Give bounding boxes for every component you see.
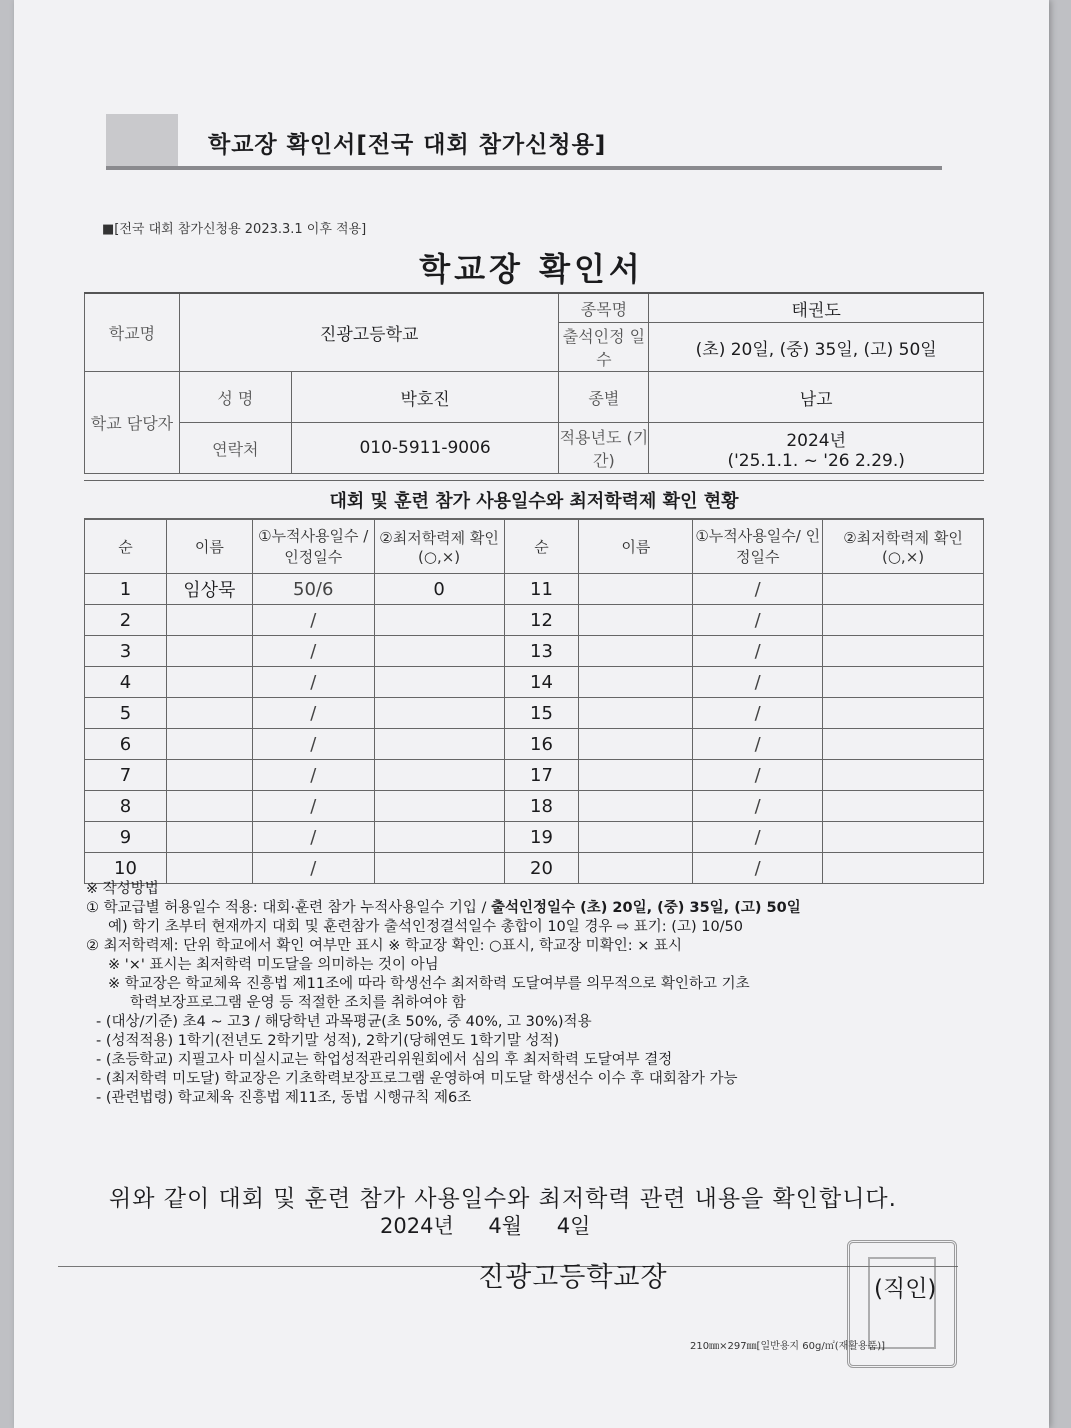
page-title: 학교장 확인서 — [419, 250, 644, 288]
cell-days: / — [252, 760, 374, 791]
cell-days: / — [252, 729, 374, 760]
header-grey-block — [106, 114, 178, 166]
cell-no: 5 — [85, 698, 167, 729]
school-name: 진광고등학교 — [179, 293, 559, 372]
cell-no: 10 — [85, 853, 167, 884]
cell-days: / — [252, 791, 374, 822]
cell-days: / — [252, 698, 374, 729]
detail-2: - (성적적용) 1학기(전년도 2학기말 성적), 2학기(당해연도 1학기말 성적) — [96, 1033, 560, 1049]
cell-name: 임상묵 — [166, 574, 252, 605]
cell-days: / — [693, 729, 823, 760]
status-heading: 대회 및 훈련 참가 사용일수와 최저학력제 확인 현황 — [84, 481, 984, 520]
cell-check — [374, 605, 504, 636]
cell-no: 11 — [504, 574, 579, 605]
cell-check — [823, 605, 984, 636]
cell-no: 15 — [504, 698, 579, 729]
cell-days: / — [252, 667, 374, 698]
cell-days: / — [693, 791, 823, 822]
detail-5: - (관련법령) 학교체육 진흥법 제11조, 동법 시행규칙 제6조 — [96, 1090, 472, 1106]
cell-name — [579, 760, 693, 791]
detail-3: - (초등학교) 지필고사 미실시교는 학업성적관리위원회에서 심의 후 최저학력 도달여부 결정 — [96, 1052, 673, 1068]
cell-check — [823, 791, 984, 822]
cell-name — [166, 853, 252, 884]
instruction-1 — [86, 899, 986, 918]
applies-note: ■[전국 대회 참가신청용 2023.3.1 이후 적용] — [102, 222, 367, 237]
cell-no: 2 — [85, 605, 167, 636]
cell-no: 8 — [85, 791, 167, 822]
cell-check — [823, 760, 984, 791]
cell-no: 7 — [85, 760, 167, 791]
seal-mark: (직인) — [874, 1276, 937, 1302]
cell-name — [579, 853, 693, 884]
instruction-1-bold: 출석인정일수 (초) 20일, (중) 35일, (고) 50일 — [491, 900, 801, 916]
manager-label: 학교 담당자 — [85, 372, 180, 474]
cell-days: 50/6 — [252, 574, 374, 605]
cell-name — [166, 698, 252, 729]
cell-days: / — [693, 667, 823, 698]
cell-check — [374, 760, 504, 791]
cell-no: 13 — [504, 636, 579, 667]
cell-name — [579, 636, 693, 667]
cell-check — [374, 822, 504, 853]
cell-check — [823, 698, 984, 729]
confirmation-statement: 위와 같이 대회 및 훈련 참가 사용일수와 최저학력 관련 내용을 확인합니다. — [109, 1186, 897, 1212]
division-value: 남고 — [649, 372, 984, 423]
cell-name — [579, 574, 693, 605]
cell-no: 3 — [85, 636, 167, 667]
manager-name: 박호진 — [291, 372, 559, 423]
cell-days: / — [693, 698, 823, 729]
cell-no: 6 — [85, 729, 167, 760]
cell-no: 16 — [504, 729, 579, 760]
cell-name — [579, 698, 693, 729]
cell-days: / — [693, 853, 823, 884]
school-name-label: 학교명 — [85, 293, 180, 372]
col-header-days-right: ①누적사용일수/ 인정일수 — [693, 519, 823, 574]
cell-name — [579, 667, 693, 698]
col-header-name: 이름 — [166, 519, 252, 574]
paper-spec: 210㎜×297㎜[일반용지 60g/㎡(재활용품)] — [690, 1341, 886, 1352]
cell-no: 17 — [504, 760, 579, 791]
cell-days: / — [693, 760, 823, 791]
contact-label: 연락처 — [179, 423, 291, 474]
sport-value: 태권도 — [649, 293, 984, 323]
cell-days: / — [693, 605, 823, 636]
instruction-3: ※ '×' 표시는 최저학력 미도달을 의미하는 것이 아님 — [108, 957, 439, 973]
cell-days: / — [693, 574, 823, 605]
contact-value: 010-5911-9006 — [291, 423, 559, 474]
cell-check — [374, 853, 504, 884]
cell-check — [823, 853, 984, 884]
table-row — [85, 760, 984, 791]
cell-no: 20 — [504, 853, 579, 884]
instruction-2: ② 최저학력제: 단위 학교에서 확인 여부만 표시 ※ 학교장 확인: ○표시, 학교장 미확인: × 표시 — [86, 938, 682, 954]
cell-days: / — [252, 636, 374, 667]
instructions — [86, 880, 986, 1108]
cell-name — [579, 791, 693, 822]
usage-table — [84, 518, 984, 884]
table-row — [85, 853, 984, 884]
header-band — [106, 118, 942, 170]
col-header-check-right: ②최저학력제 확인(○,×) — [823, 519, 984, 574]
issue-year: 2024년 — [380, 1214, 454, 1238]
table-row — [85, 698, 984, 729]
document-page — [14, 0, 1049, 1428]
table-row — [85, 791, 984, 822]
cell-no: 9 — [85, 822, 167, 853]
table-row — [85, 667, 984, 698]
cell-days: / — [252, 605, 374, 636]
cell-no: 19 — [504, 822, 579, 853]
col-header-no: 순 — [85, 519, 167, 574]
cell-name — [166, 791, 252, 822]
instruction-5: 학력보장프로그램 운영 등 적절한 조치를 취하여야 함 — [130, 995, 466, 1011]
cell-check — [823, 574, 984, 605]
table-row — [85, 605, 984, 636]
cell-check: 0 — [374, 574, 504, 605]
cell-check — [374, 729, 504, 760]
cell-check — [374, 667, 504, 698]
cell-name — [166, 760, 252, 791]
cell-days: / — [693, 636, 823, 667]
issue-month: 4월 — [488, 1214, 523, 1238]
cell-check — [823, 636, 984, 667]
cell-no: 14 — [504, 667, 579, 698]
period-range: ('25.1.1. ~ '26 2.29.) — [727, 450, 905, 471]
attendance-label: 출석인정 일수 — [559, 323, 649, 372]
issue-date — [380, 1210, 618, 1240]
division-label: 종별 — [559, 372, 649, 423]
col-header-no-right: 순 — [504, 519, 579, 574]
status-heading-table — [84, 480, 984, 520]
cell-no: 1 — [85, 574, 167, 605]
instruction-1-example: 예) 학기 초부터 현재까지 대회 및 훈련참가 출석인정결석일수 총합이 10일 경우 ⇨ 표기: (고) 10/50 — [108, 919, 744, 935]
cell-name — [166, 636, 252, 667]
attendance-value: (초) 20일, (중) 35일, (고) 50일 — [649, 323, 984, 372]
instructions-title: ※ 작성방법 — [86, 881, 159, 897]
cell-days: / — [693, 822, 823, 853]
col-header-name-right: 이름 — [579, 519, 693, 574]
table-row — [85, 729, 984, 760]
cell-check — [823, 667, 984, 698]
cell-name — [579, 605, 693, 636]
cell-check — [374, 698, 504, 729]
issue-day: 4일 — [556, 1214, 591, 1238]
cell-name — [579, 822, 693, 853]
cell-check — [823, 822, 984, 853]
col-header-days: ①누적사용일수 /인정일수 — [252, 519, 374, 574]
cell-check — [374, 791, 504, 822]
cell-days: / — [252, 822, 374, 853]
cell-name — [579, 729, 693, 760]
detail-1: - (대상/기준) 초4 ~ 고3 / 해당학년 과목평균(초 50%, 중 40%, 고 30%)적용 — [96, 1014, 592, 1030]
table-row — [85, 822, 984, 853]
instruction-4: ※ 학교장은 학교체육 진흥법 제11조에 따라 학생선수 최저학력 도달여부를 의무적으로 확인하고 기초 — [108, 976, 750, 992]
instruction-1-text: ① 학교급별 허용일수 적용: 대회·훈련 참가 누적사용일수 기입 / — [86, 900, 492, 916]
cell-name — [166, 667, 252, 698]
name-label: 성 명 — [179, 372, 291, 423]
cell-no: 12 — [504, 605, 579, 636]
cell-name — [166, 605, 252, 636]
cell-name — [166, 822, 252, 853]
cell-no: 18 — [504, 791, 579, 822]
cell-no: 4 — [85, 667, 167, 698]
period-year: 2024년 — [786, 430, 847, 451]
cell-days: / — [252, 853, 374, 884]
cell-check — [823, 729, 984, 760]
sport-label: 종목명 — [559, 293, 649, 323]
principal-title: 진광고등학교장 — [478, 1262, 668, 1293]
col-header-check: ②최저학력제 확인(○,×) — [374, 519, 504, 574]
period-label: 적용년도 (기간) — [559, 423, 649, 474]
header-band-title: 학교장 확인서[전국 대회 참가신청용] — [208, 131, 607, 158]
table-row — [85, 574, 984, 605]
period-value — [649, 423, 984, 474]
cell-name — [166, 729, 252, 760]
school-info-table — [84, 292, 984, 474]
detail-4: - (최저학력 미도달) 학교장은 기초학력보장프로그램 운영하여 미도달 학생선수 이수 후 대회참가 가능 — [96, 1071, 738, 1087]
table-row — [85, 636, 984, 667]
cell-check — [374, 636, 504, 667]
